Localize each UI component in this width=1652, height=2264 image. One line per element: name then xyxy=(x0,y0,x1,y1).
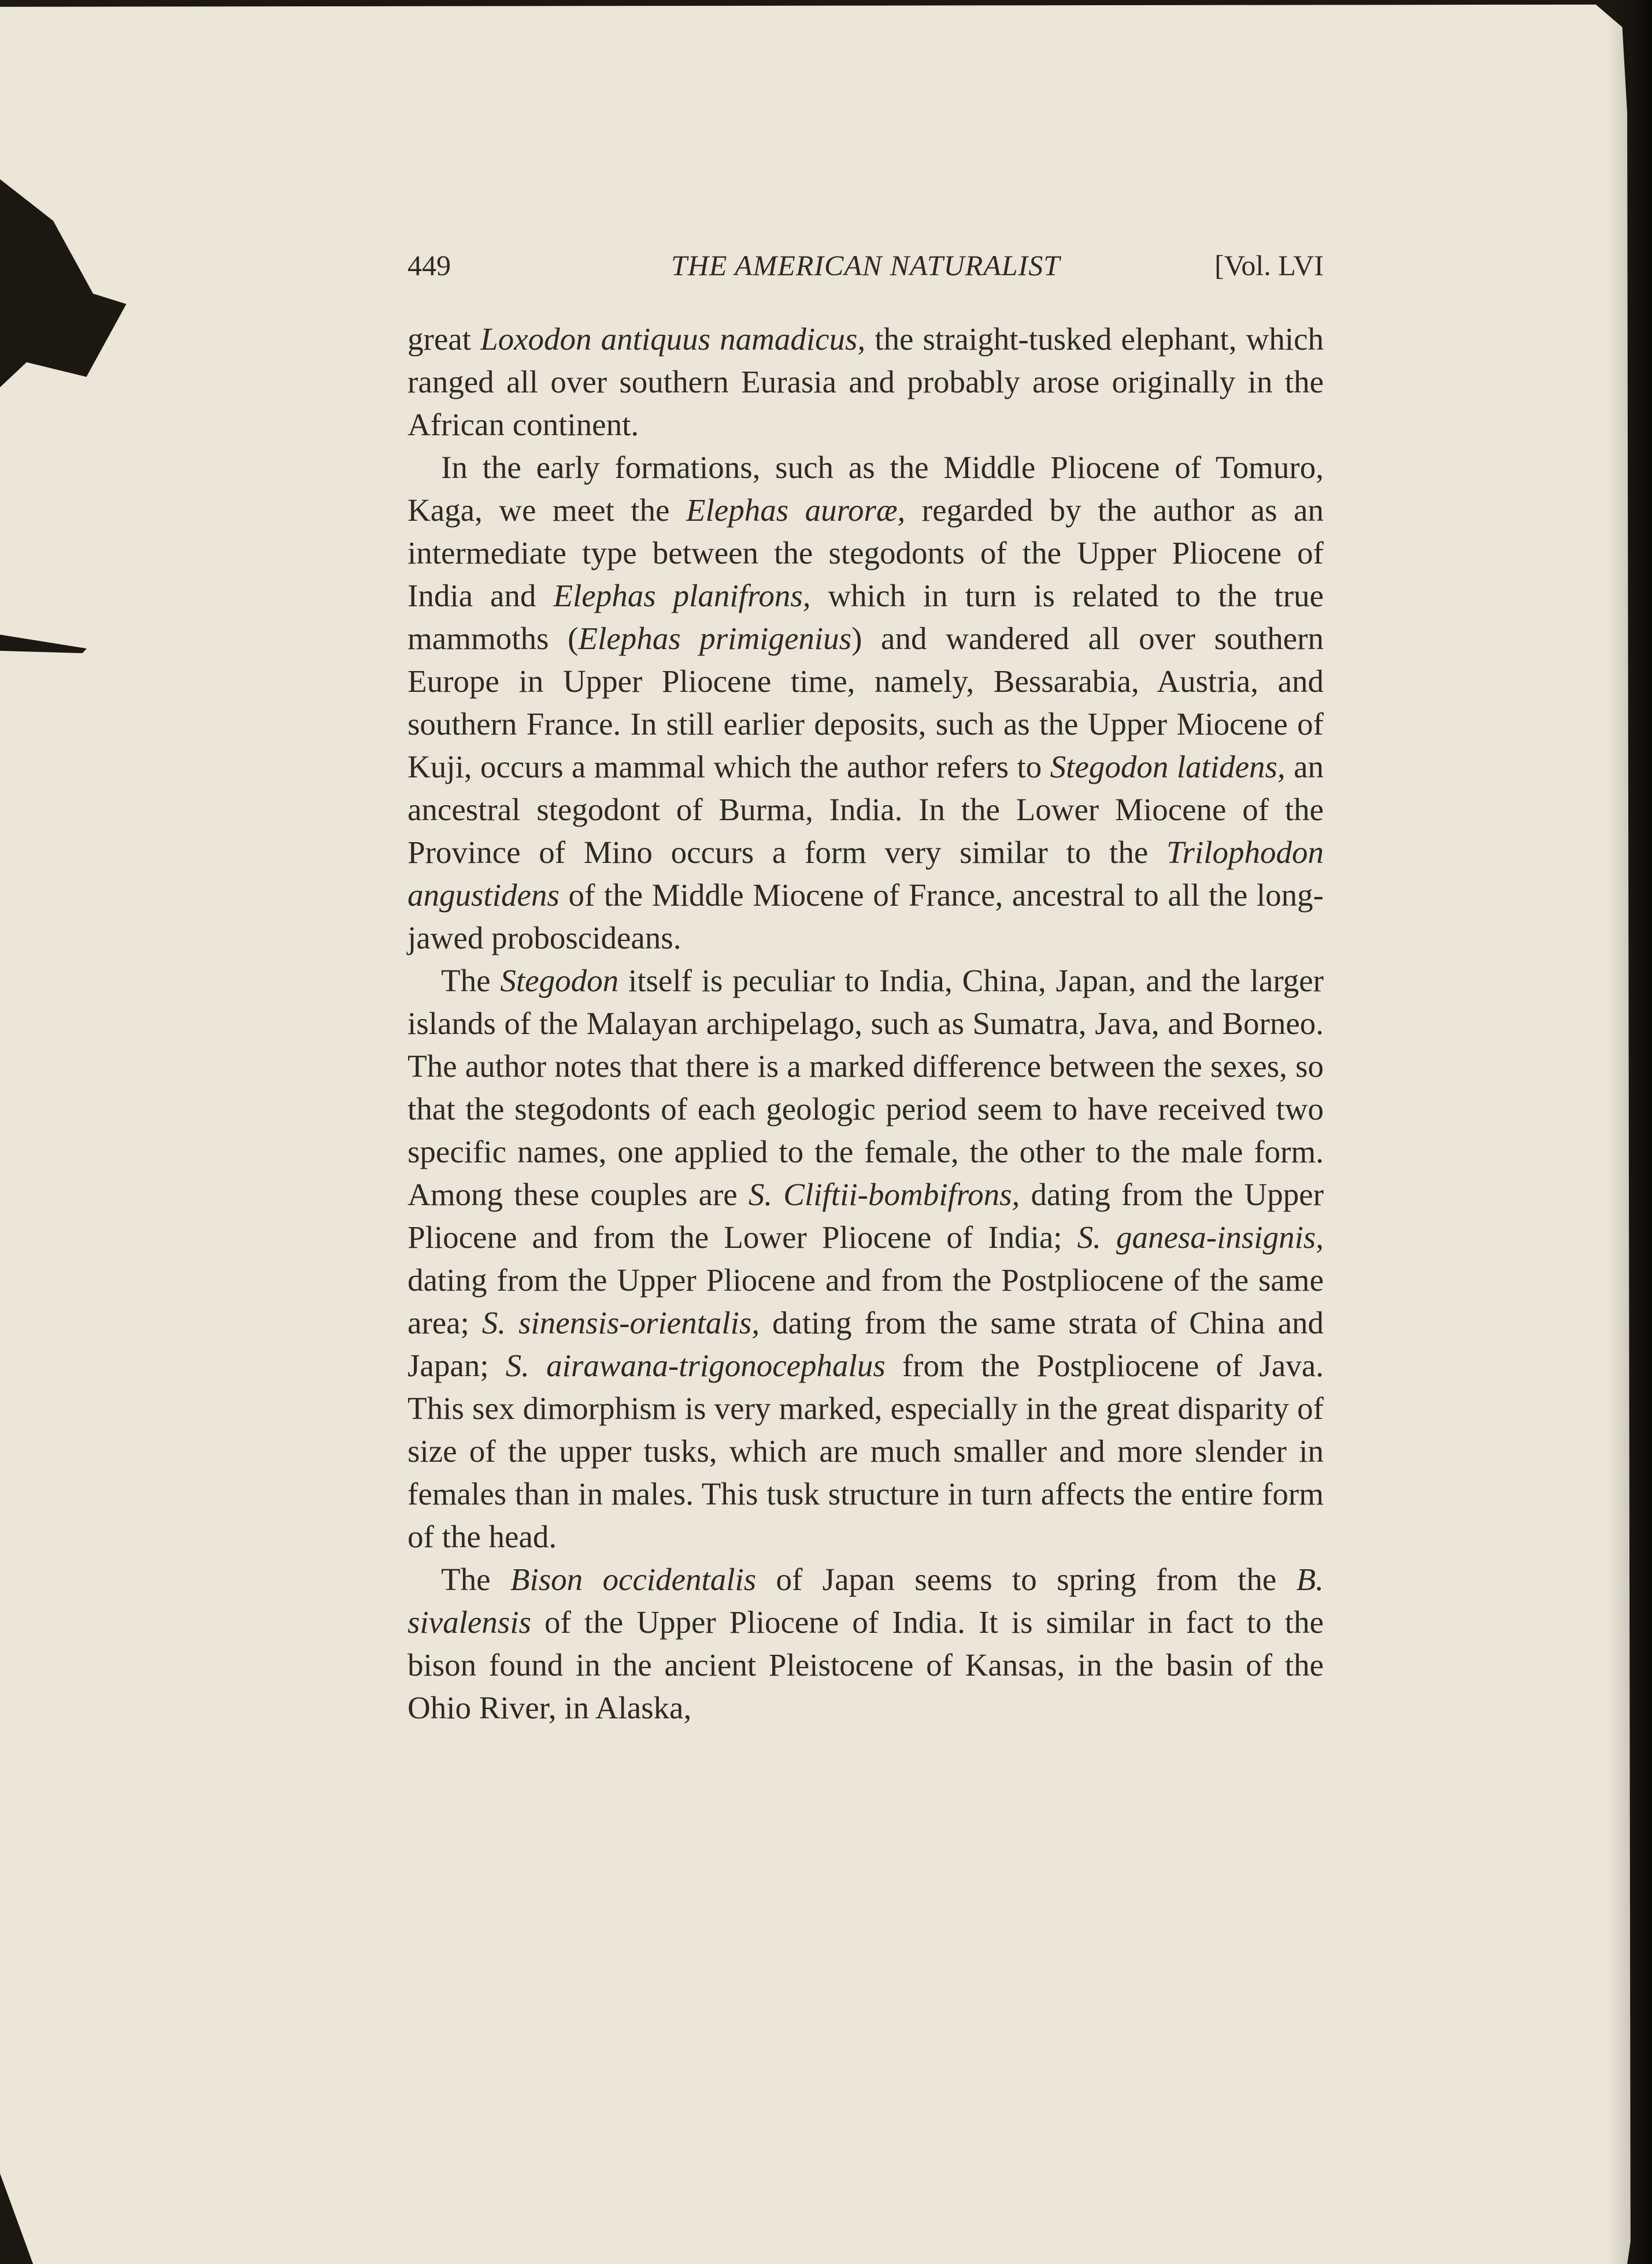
italic-species-name: Stegodon xyxy=(500,963,619,998)
italic-species-name: Loxodon antiquus namadicus, xyxy=(480,321,866,357)
text-run: In the early formations, such as the Middle Pliocene of Tomuro, Kaga, we meet the xyxy=(408,450,1324,528)
italic-species-name: S. sinensis-orientalis, xyxy=(481,1305,760,1340)
italic-species-name: Elephas auroræ, xyxy=(686,492,906,528)
text-run: The xyxy=(441,963,501,998)
paragraph xyxy=(408,1558,1324,1729)
text-run: ) and wandered all over southern Europe in Upper Pliocene time, namely, Bessarabia, Austria, and southern France. In still earlier deposits, such as the Upper Miocene of Kuji, occurs a mammal which the author refers to xyxy=(408,621,1324,784)
paragraph xyxy=(408,446,1324,959)
text-run: of the Middle Miocene of France, ancestral to all the long-jawed proboscideans. xyxy=(408,877,1324,955)
article-body xyxy=(408,318,1324,1729)
paragraph xyxy=(408,318,1324,446)
text-run: regarded by the author as an intermediate type between the stegodonts of the Upper Pliocene of India and xyxy=(408,492,1324,613)
text-run: The xyxy=(441,1562,510,1597)
italic-species-name: B. sivalensis xyxy=(408,1562,1324,1640)
italic-species-name: Bison occidentalis xyxy=(510,1562,757,1597)
text-run: from the Postpliocene of Java. This sex dimorphism is very marked, especially in the great disparity of size of the upper tusks, which are much smaller and more slender in females than in males. This tusk structure in turn affects the entire form of the head. xyxy=(408,1348,1324,1554)
text-run: great xyxy=(408,321,480,357)
italic-species-name: Elephas planifrons, xyxy=(553,578,811,613)
text-run: of Japan seems to spring from the xyxy=(756,1562,1297,1597)
italic-species-name: S. airawana-trigonocephalus xyxy=(505,1348,886,1383)
italic-species-name: Elephas primigenius xyxy=(578,621,852,656)
text-run: itself is peculiar to India, China, Japan, and the larger islands of the Malayan archipelago, such as Sumatra, Java, and Borneo. The author notes that there is a marked difference between the sexes, so that the stegodonts of each geologic period seem to have received two specific names, one applied to the female, the other to the male form. Among these couples are xyxy=(408,963,1324,1212)
page-number: 449 xyxy=(408,249,451,281)
italic-species-name: Trilophodon angustidens xyxy=(408,835,1324,913)
text-run: an ancestral stegodont of Burma, India. In the Lower Miocene of the Province of Mino occurs a form very similar to the xyxy=(408,749,1324,870)
running-head xyxy=(408,249,1324,289)
journal-title: THE AMERICAN NATURALIST xyxy=(671,249,1061,281)
italic-species-name: Stegodon latidens, xyxy=(1050,749,1286,784)
paragraph xyxy=(408,959,1324,1558)
text-run: dating from the same strata of China and Japan; xyxy=(408,1305,1324,1383)
text-run: of the Upper Pliocene of India. It is similar in fact to the bison found in the ancient Pleistocene of Kansas, in the basin of the Ohio River, in Alaska, xyxy=(408,1605,1324,1725)
text-run: dating from the Upper Pliocene and from the Postpliocene of the same area; xyxy=(408,1262,1324,1340)
volume-label: [Vol. LVI xyxy=(1214,249,1324,281)
italic-species-name: S. ganesa-insignis, xyxy=(1077,1220,1324,1255)
italic-species-name: S. Cliftii-bombifrons, xyxy=(748,1177,1020,1212)
text-run: the straight-tusked elephant, which ranged all over southern Eurasia and probably arose originally in the African continent. xyxy=(408,321,1324,442)
text-run: dating from the Upper Pliocene and from the Lower Pliocene of India; xyxy=(408,1177,1324,1255)
text-run: which in turn is related to the true mammoths ( xyxy=(408,578,1324,656)
